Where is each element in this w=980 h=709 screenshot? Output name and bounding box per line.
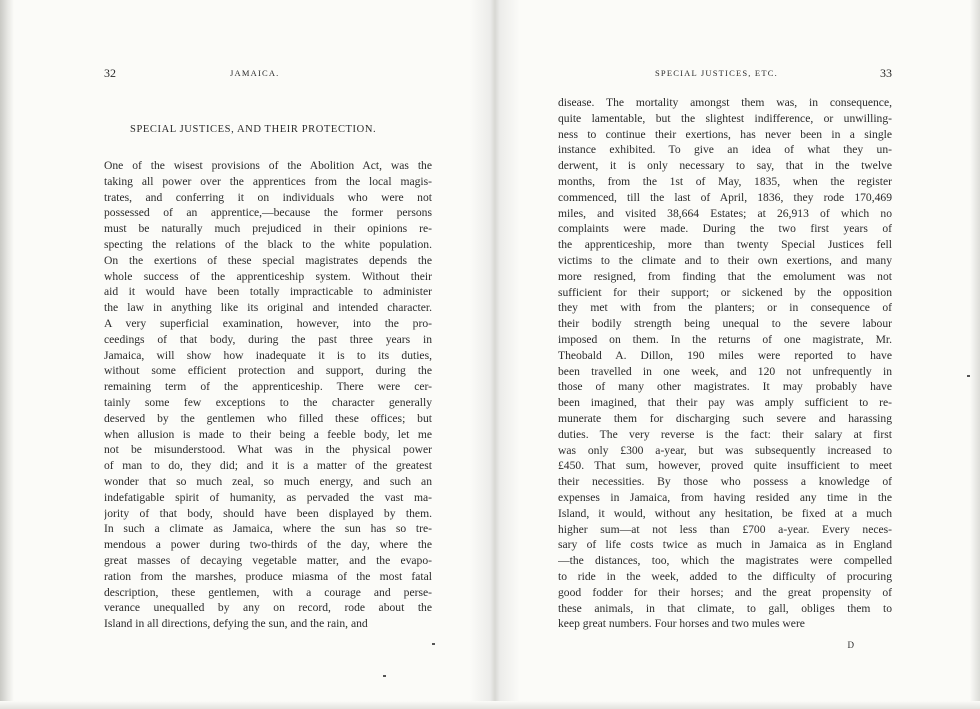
right-text-line: —the distances, too, which the magistrates were compelled <box>558 554 892 568</box>
right-text-line: these animals, in that climate, to gall, obliges them to <box>558 601 892 615</box>
right-body-text <box>558 95 892 632</box>
ink-speck <box>383 675 386 677</box>
left-text-line: In such a climate as Jamaica, where the sun has so tre- <box>104 522 432 536</box>
ink-speck <box>967 375 970 377</box>
signature-mark: D <box>847 640 854 650</box>
right-text-line: they met with from the planters; or in consequence of <box>558 301 892 315</box>
right-text-line: duties. The very reverse is the fact: their salary at first <box>558 427 892 441</box>
book-gutter <box>470 0 520 709</box>
left-text-line: mendous a power during two-thirds of the day, where the <box>104 538 432 552</box>
bottom-page-edge <box>0 701 980 709</box>
left-page-edge <box>0 0 14 709</box>
left-running-head <box>104 66 432 82</box>
left-text-line: the law in anything like its original and intended character. <box>104 301 432 315</box>
right-text-line: £450. That sum, however, proved quite insufficient to meet <box>558 459 892 473</box>
left-text-line: whole success of the apprenticeship system. Without their <box>104 269 432 283</box>
left-text-line: indefatigable spirit of humanity, as pervaded the vast ma- <box>104 490 432 504</box>
right-text-line: Island, it would, without any hesitation, be fixed at a much <box>558 506 892 520</box>
right-running-title: SPECIAL JUSTICES, ETC. <box>655 68 778 78</box>
left-text-line: great masses of decaying vegetable matter, and the evapo- <box>104 553 432 567</box>
left-text-line: wonder that so much zeal, so much energy, and such an <box>104 474 432 488</box>
left-text-line: specting the relations of the black to the white population. <box>104 237 432 251</box>
right-text-line: imposed on them. In the returns of one magistrate, Mr. <box>558 332 892 346</box>
left-text-line: of man to do, they did; and it is a matter of the greatest <box>104 459 432 473</box>
left-text-line: Jamaica, will show how inadequate it is to its duties, <box>104 348 432 362</box>
right-text-line: derwent, it is only necessary to say, that in the twelve <box>558 159 892 173</box>
left-text-line: One of the wisest provisions of the Abolition Act, was the <box>104 159 432 172</box>
left-text-line: taking all power over the apprentices from the local magis- <box>104 174 432 188</box>
right-text-line: months, from the 1st of May, 1835, when the register <box>558 174 892 188</box>
left-text-line: when allusion is made to their being a feeble body, let me <box>104 427 432 441</box>
left-text-line: ration from the marshes, produce miasma of the most fatal <box>104 569 432 583</box>
right-page-number: 33 <box>880 66 892 80</box>
right-text-line: those of many other magistrates. It may probably have <box>558 380 892 394</box>
left-text-line: must be naturally much prejudiced in their opinions re- <box>104 222 432 236</box>
right-text-line: miles, and visited 38,664 Estates; at 26,913 of which no <box>558 206 892 220</box>
left-page-number: 32 <box>104 66 116 80</box>
left-text-line: A very superficial examination, however, into the pro- <box>104 316 432 330</box>
right-text-line: higher sum—at not less than £700 a-year. Every neces- <box>558 522 892 536</box>
right-text-line: more resigned, from finding that the emolument was not <box>558 269 892 283</box>
right-text-line: been travelled in one week, and 120 not unfrequently in <box>558 364 892 378</box>
left-text-line: tainly some few exceptions to the character generally <box>104 395 432 409</box>
right-text-line: quite lamentable, but the slightest indifference, or unwilling- <box>558 111 892 125</box>
left-text-line: jority of that body, should have been displayed by them. <box>104 506 432 520</box>
right-running-head <box>558 66 892 82</box>
right-text-line: complaints were made. During the two first years of <box>558 222 892 236</box>
right-text-line: instance exhibited. To give an idea of what they un- <box>558 143 892 157</box>
left-running-title: JAMAICA. <box>230 68 280 78</box>
right-text-line: the apprenticeship, more than twenty Special Justices fell <box>558 238 892 252</box>
left-text-line: trates, and conferring it on individuals who were not <box>104 190 432 204</box>
right-text-line: victims to the climate and to their own exertions, and many <box>558 253 892 267</box>
right-text-line: commenced, till the last of April, 1836, they rode 170,469 <box>558 190 892 204</box>
right-text-line: ness to continue their exertions, has never been in a single <box>558 127 892 141</box>
section-title: SPECIAL JUSTICES, AND THEIR PROTECTION. <box>130 124 377 135</box>
right-text-line: their necessities. By those who possess a knowledge of <box>558 475 892 489</box>
right-text-line: keep great numbers. Four horses and two mules were <box>558 617 805 631</box>
left-text-line: verance unequalled by any on record, rode about the <box>104 601 432 615</box>
left-text-line: remaining term of the apprenticeship. There were cer- <box>104 380 432 394</box>
right-text-line: their bodily strength being unequal to the severe labour <box>558 317 892 331</box>
left-text-line: Island in all directions, defying the sun, and the rain, and <box>104 617 368 631</box>
left-text-line: description, these gentlemen, with a courage and perse- <box>104 585 432 599</box>
right-text-line: to ride in the week, added to the difficulty of procuring <box>558 569 892 583</box>
left-text-line: not be misunderstood. What was in the physical power <box>104 443 432 457</box>
left-text-line: On the exertions of these special magistrates depends the <box>104 253 432 267</box>
left-body-text <box>104 158 432 632</box>
left-text-line: deserved by the gentlemen who filled these offices; but <box>104 411 432 425</box>
right-page-edge <box>970 0 980 709</box>
ink-speck <box>432 643 435 645</box>
left-text-line: aid it would have been totally impracticable to administer <box>104 285 432 299</box>
left-text-line: possessed of an apprentice,—because the former persons <box>104 206 432 220</box>
right-text-line: was only £300 a-year, but was subsequently increased to <box>558 443 892 457</box>
left-text-line: ceedings of that body, during the past three years in <box>104 332 432 346</box>
right-text-line: expenses in Jamaica, from having resided any time in the <box>558 490 892 504</box>
right-text-line: Theobald A. Dillon, 190 miles were reported to have <box>558 348 892 362</box>
right-text-line: sufficient for their support; or sickened by the opposition <box>558 285 892 299</box>
right-text-line: disease. The mortality amongst them was, in consequence, <box>558 96 892 109</box>
right-text-line: munerate them for discharging such severe and harassing <box>558 411 892 425</box>
right-text-line: been imagined, that their pay was amply sufficient to re- <box>558 396 892 410</box>
right-text-line: good fodder for their horses; and the great propensity of <box>558 585 892 599</box>
left-text-line: without some efficient protection and support, during the <box>104 364 432 378</box>
right-text-line: sary of life costs twice as much in Jamaica as in England <box>558 538 892 552</box>
